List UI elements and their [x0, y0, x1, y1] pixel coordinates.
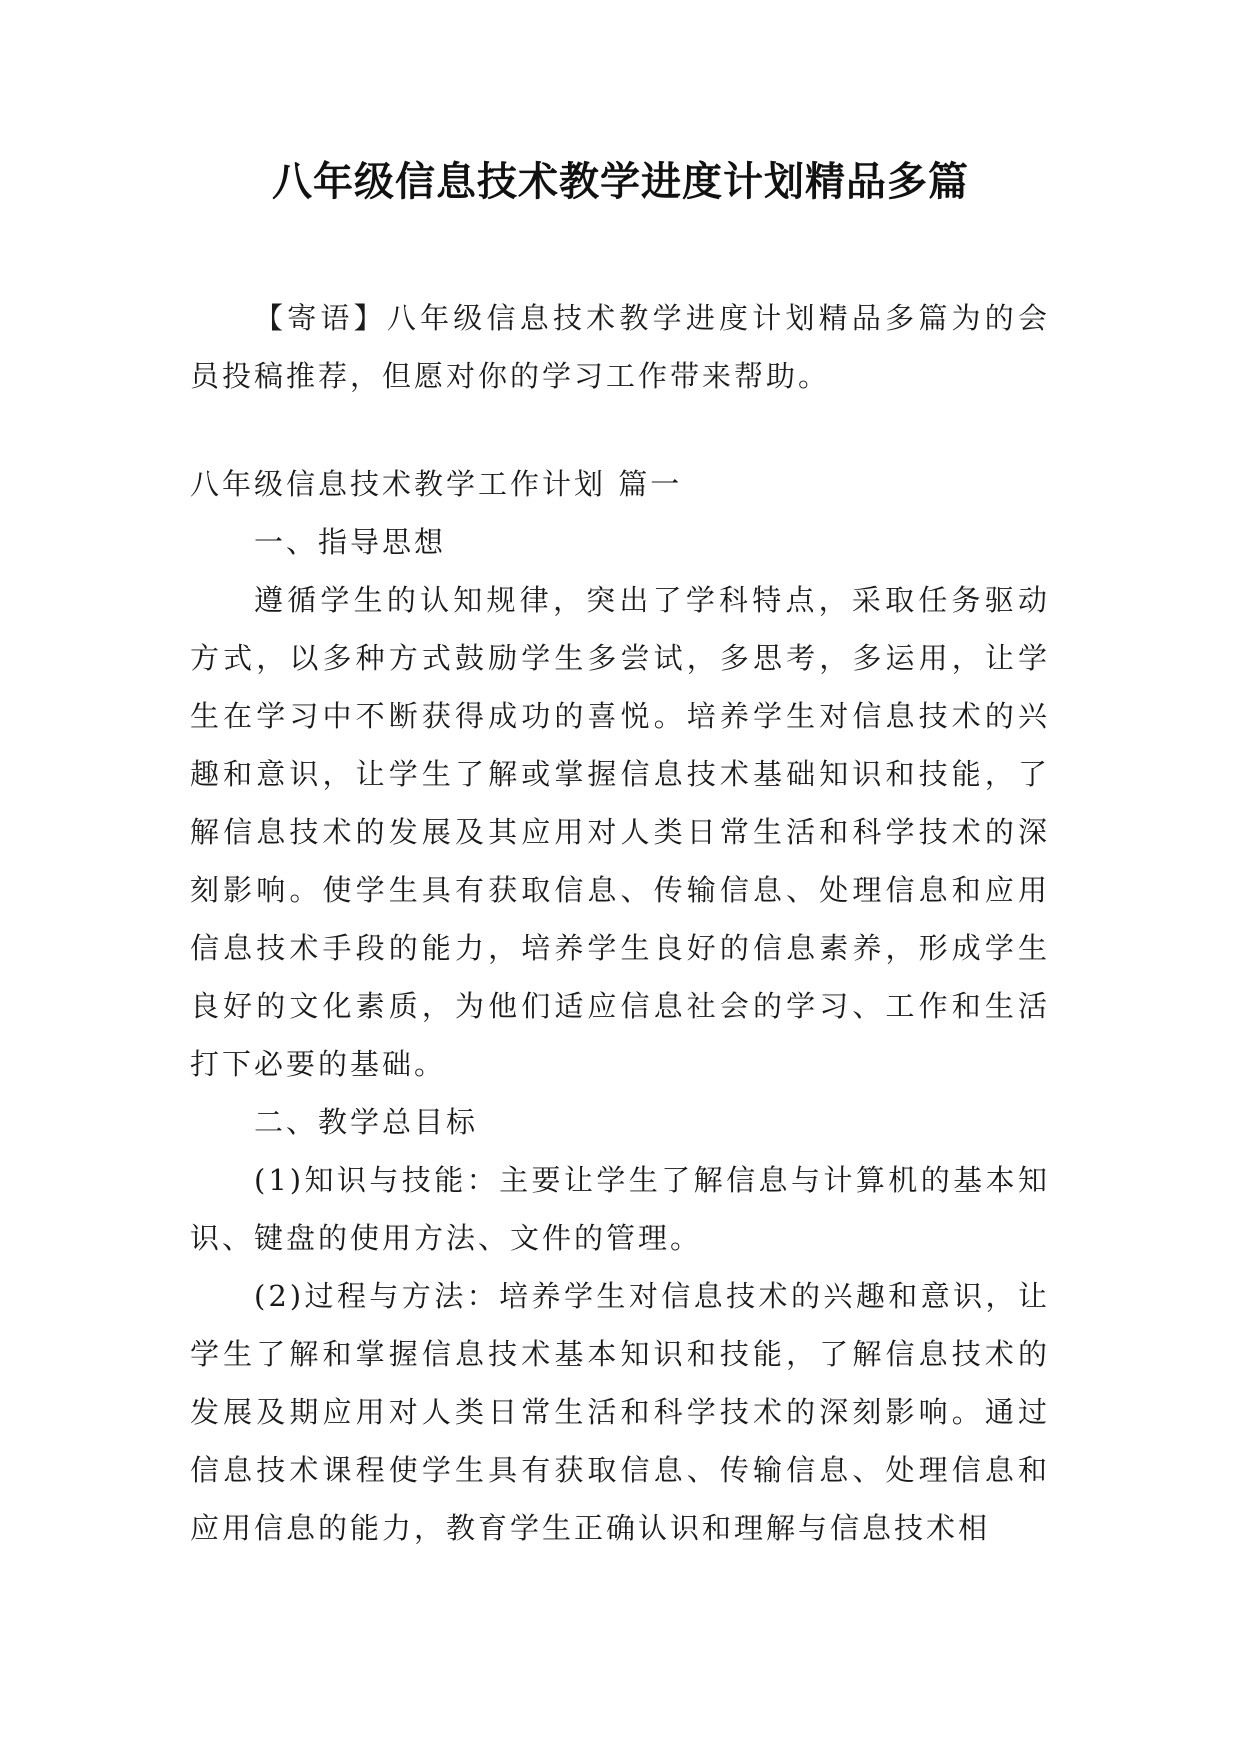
subheading-guiding-ideology: 一、指导思想: [254, 525, 447, 559]
intro-paragraph: 【寄语】八年级信息技术教学进度计划精品多篇为的会员投稿推荐，但愿对你的学习工作带来帮助。: [190, 301, 1050, 393]
subheading-teaching-goals: 二、教学总目标: [254, 1105, 479, 1139]
document-title: 八年级信息技术教学进度计划精品多篇: [272, 159, 969, 205]
article-section: [190, 455, 1050, 1557]
section-heading: 八年级信息技术教学工作计划 篇一: [190, 467, 683, 501]
paragraph-knowledge-skills: (1)知识与技能：主要让学生了解信息与计算机的基本知识、键盘的使用方法、文件的管理。: [190, 1163, 1050, 1255]
paragraph-guiding-ideology: 遵循学生的认知规律，突出了学科特点，采取任务驱动方式，以多种方式鼓励学生多尝试，多思考，多运用，让学生在学习中不断获得成功的喜悦。培养学生对信息技术的兴趣和意识，让学生了解或掌握信息技术基础知识和技能，了解信息技术的发展及其应用对人类日常生活和科学技术的深刻影响。使学生具有获取信息、传输信息、处理信息和应用信息技术手段的能力，培养学生良好的信息素养，形成学生良好的文化素质，为他们适应信息社会的学习、工作和生活打下必要的基础。: [190, 583, 1050, 1081]
paragraph-process-methods: (2)过程与方法：培养学生对信息技术的兴趣和意识，让学生了解和掌握信息技术基本知识和技能，了解信息技术的发展及期应用对人类日常生活和科学技术的深刻影响。通过信息技术课程使学生具有获取信息、传输信息、处理信息和应用信息的能力，教育学生正确认识和理解与信息技术相: [190, 1279, 1050, 1545]
